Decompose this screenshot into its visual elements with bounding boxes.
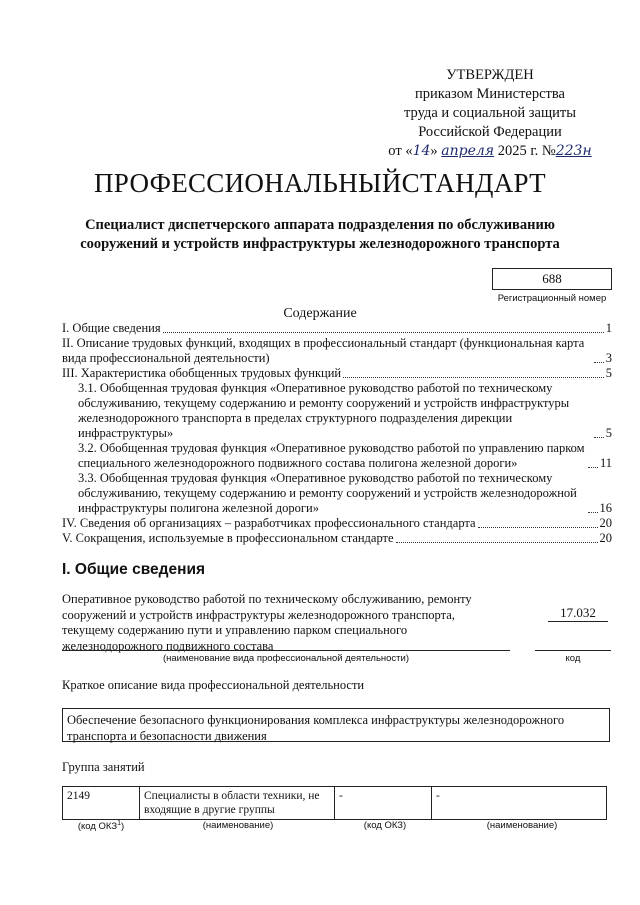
occupation-table bbox=[62, 786, 607, 820]
occupation-group-label: Группа занятий bbox=[62, 760, 145, 774]
date-year: 2025 г. № bbox=[497, 143, 556, 159]
okz-code-caption bbox=[62, 820, 140, 832]
occupation-name-cell: Специалисты в области техники, не входящие в другие группы bbox=[140, 787, 335, 820]
toc-item-text: 3.1. Обобщенная трудовая функция «Оперативное руководство работой по техническому обслуживанию, текущему содержанию и ремонту сооружений и устройств инфраструктуры железнодорожного транспорта в пределах структурного подразделения дирекции инфраструктуры» bbox=[78, 381, 570, 440]
toc-item[interactable] bbox=[62, 531, 612, 546]
toc-item-text: III. Характеристика обобщенных трудовых функций bbox=[62, 366, 342, 380]
table-of-contents bbox=[62, 321, 612, 546]
occupation-name-caption-2: (наименование) bbox=[486, 820, 558, 831]
toc-item-page: 11 bbox=[599, 456, 612, 470]
toc-item[interactable] bbox=[62, 336, 612, 366]
table-row bbox=[63, 787, 607, 820]
toc-item-page: 16 bbox=[599, 501, 612, 515]
okz-caption-end: ) bbox=[120, 821, 125, 833]
okz-code-caption-2: (код ОКЗ) bbox=[363, 820, 407, 831]
approval-country: Российской Федерации bbox=[418, 124, 562, 140]
date-number: 223н bbox=[555, 143, 592, 159]
brief-description-label: Краткое описание вида профессиональной деятельности bbox=[62, 678, 365, 692]
approval-order: приказом Министерства bbox=[415, 86, 565, 102]
toc-item[interactable] bbox=[62, 516, 612, 531]
toc-leader bbox=[594, 362, 604, 363]
registration-number-box: 688 bbox=[492, 268, 612, 290]
toc-leader bbox=[594, 437, 604, 438]
toc-item-text: I. Общие сведения bbox=[62, 321, 161, 335]
toc-item[interactable] bbox=[62, 366, 612, 381]
page-title: ПРОФЕССИОНАЛЬНЫЙСТАНДАРТ bbox=[94, 168, 546, 198]
brief-description-box: Обеспечение безопасного функционирования комплекса инфраструктуры железнодорожного транспорта и безопасности движения bbox=[62, 708, 610, 742]
approval-date bbox=[380, 142, 600, 161]
toc-leader bbox=[478, 527, 598, 528]
activity-kind-code: 17.032 bbox=[548, 605, 608, 622]
activity-code-caption: код bbox=[565, 653, 581, 664]
footnote-mark: 1 bbox=[117, 820, 121, 827]
section-heading: I. Общие сведения bbox=[62, 561, 206, 578]
standard-subtitle: Специалист диспетчерского аппарата подразделения по обслуживанию сооружений и устройств инфраструктуры железнодорожного транспорта bbox=[80, 217, 560, 252]
toc-item-page: 5 bbox=[605, 426, 612, 440]
okz-code-cell-2: - bbox=[335, 787, 432, 820]
toc-heading: Содержание bbox=[283, 306, 357, 321]
toc-leader bbox=[163, 332, 604, 333]
toc-item[interactable] bbox=[62, 381, 612, 441]
approval-ministry: труда и социальной защиты bbox=[404, 105, 576, 121]
toc-item-page: 1 bbox=[605, 321, 612, 335]
occupation-name-caption: (наименование) bbox=[202, 820, 274, 831]
toc-leader bbox=[396, 542, 598, 543]
approval-title: УТВЕРЖДЕН bbox=[446, 67, 534, 83]
toc-item[interactable] bbox=[62, 321, 612, 336]
okz-code-cell: 2149 bbox=[63, 787, 140, 820]
toc-item[interactable] bbox=[62, 471, 612, 516]
toc-item-text: 3.2. Обобщенная трудовая функция «Оперативное руководство работой по управлению парком специального железнодорожного подвижного состава полигона железной дороги» bbox=[78, 441, 585, 470]
toc-leader bbox=[588, 512, 598, 513]
toc-item-text: V. Сокращения, используемые в профессиональном стандарте bbox=[62, 531, 394, 545]
toc-item-page: 5 bbox=[605, 366, 612, 380]
toc-item-page: 20 bbox=[599, 531, 612, 545]
okz-caption-text: (код ОКЗ bbox=[77, 821, 118, 833]
toc-item-text: 3.3. Обобщенная трудовая функция «Оперативное руководство работой по техническому обслуживанию, текущему содержанию и ремонту сооружений и устройств железнодорожной инфраструктуры полигона железной дороги» bbox=[78, 471, 577, 515]
toc-item-page: 20 bbox=[599, 516, 612, 530]
activity-code-underline bbox=[535, 650, 611, 651]
date-prefix: от « bbox=[388, 143, 413, 159]
toc-item-page: 3 bbox=[605, 351, 612, 365]
occupation-name-cell-2: - bbox=[432, 787, 607, 820]
toc-leader bbox=[588, 467, 598, 468]
activity-kind-underline bbox=[62, 650, 510, 651]
toc-leader bbox=[343, 377, 604, 378]
toc-item[interactable] bbox=[62, 441, 612, 471]
date-month: апреля bbox=[441, 143, 495, 159]
date-day: 14 bbox=[412, 143, 431, 159]
activity-kind-caption: (наименование вида профессиональной деятельности) bbox=[162, 653, 410, 664]
toc-item-text: II. Описание трудовых функций, входящих в профессиональный стандарт (функциональная карта вида профессиональной деятельности) bbox=[62, 336, 585, 365]
toc-item-text: IV. Сведения об организациях – разработчиках профессионального стандарта bbox=[62, 516, 476, 530]
approval-block bbox=[380, 66, 600, 161]
activity-kind-name: Оперативное руководство работой по техническому обслуживанию, ремонту сооружений и устройств инфраструктуры железнодорожного транспорта, текущему содержанию пути и управлению парком специального железнодорожного подвижного состава bbox=[62, 592, 472, 653]
registration-label: Регистрационный номер bbox=[497, 293, 607, 304]
date-mid: » bbox=[430, 143, 438, 159]
